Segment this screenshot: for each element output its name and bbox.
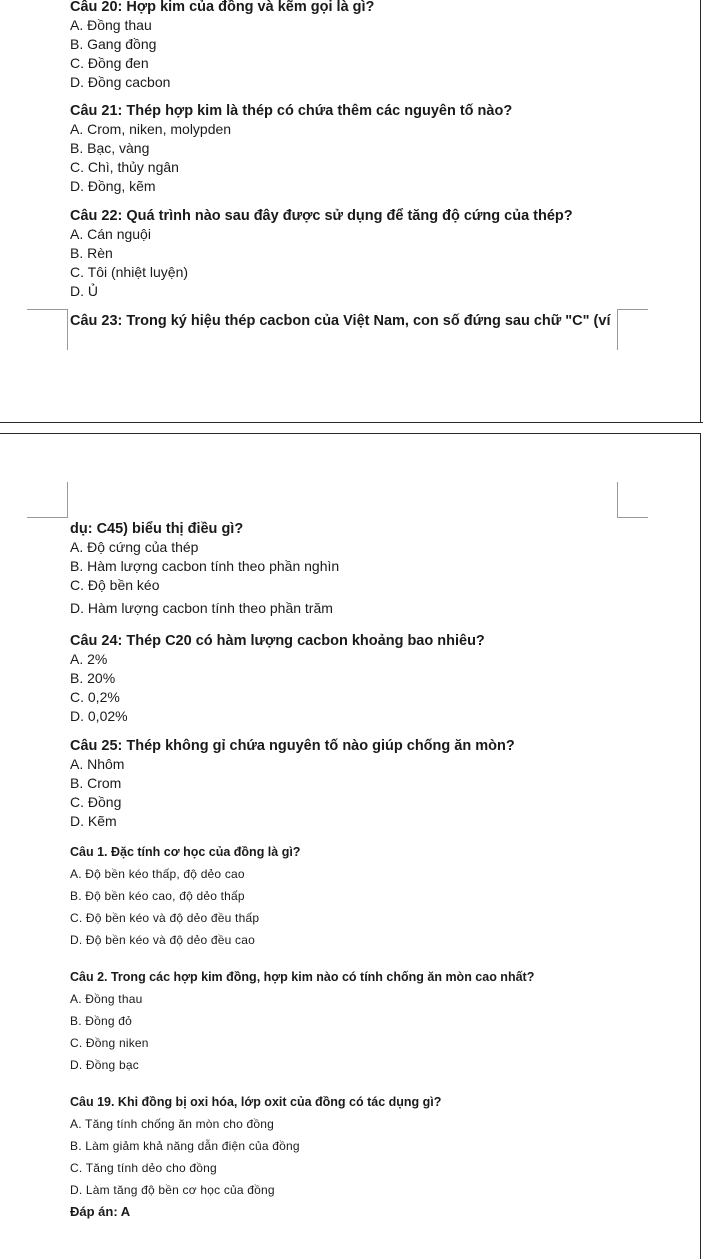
question-25 xyxy=(70,737,515,831)
option: D. Đồng, kẽm xyxy=(70,178,156,194)
option: D. Hàm lượng cacbon tính theo phần trăm xyxy=(70,600,333,616)
option: A. Cán nguội xyxy=(70,226,151,242)
option: C. Đồng niken xyxy=(70,1036,149,1050)
option: B. Crom xyxy=(70,775,122,791)
option: D. Kẽm xyxy=(70,813,117,829)
option: A. Đồng thau xyxy=(70,17,152,33)
option: C. 0,2% xyxy=(70,689,120,705)
option: A. Crom, niken, molypden xyxy=(70,121,232,137)
option: D. Độ bền kéo và độ dẻo đều cao xyxy=(70,933,255,947)
option: D. Ủ xyxy=(70,283,98,299)
option: B. Làm giảm khả năng dẫn điện của đồng xyxy=(70,1139,300,1153)
question-text: Câu 25: Thép không gỉ chứa nguyên tố nào giúp chống ăn mòn? xyxy=(70,738,515,754)
option: B. Đồng đỏ xyxy=(70,1014,133,1028)
answer-text: Đáp án: A xyxy=(70,1204,131,1219)
option: D. Đồng cacbon xyxy=(70,74,171,90)
question-text: Câu 1. Đặc tính cơ học của đồng là gì? xyxy=(70,845,301,859)
question-text: Câu 23: Trong ký hiệu thép cacbon của Việt Nam, con số đứng sau chữ "C" (ví xyxy=(70,313,611,329)
option: C. Độ bền kéo xyxy=(70,577,160,593)
option: B. Độ bền kéo cao, độ dẻo thấp xyxy=(70,889,245,903)
option: C. Độ bền kéo và độ dẻo đều thấp xyxy=(70,911,260,925)
option: C. Chì, thủy ngân xyxy=(70,159,179,175)
option: B. Gang đồng xyxy=(70,36,157,52)
option: B. Hàm lượng cacbon tính theo phần nghìn xyxy=(70,558,340,574)
option: A. Độ bền kéo thấp, độ dẻo cao xyxy=(70,867,245,881)
question-text: Câu 22: Quá trình nào sau đây được sử dụng để tăng độ cứng của thép? xyxy=(70,208,573,224)
option: D. Làm tăng độ bền cơ học của đồng xyxy=(70,1183,275,1197)
option: A. Độ cứng của thép xyxy=(70,539,199,555)
question-24 xyxy=(70,632,485,726)
question-text: Câu 20: Hợp kim của đồng và kẽm gọi là gì? xyxy=(70,0,375,15)
option: B. Bạc, vàng xyxy=(70,140,150,156)
margin-corner-mark xyxy=(27,482,68,518)
margin-corner-mark xyxy=(27,309,68,350)
option: A. Tăng tính chống ăn mòn cho đồng xyxy=(70,1117,275,1131)
option: D. 0,02% xyxy=(70,708,128,724)
option: C. Tăng tính dẻo cho đồng xyxy=(70,1161,217,1175)
option: C. Đồng xyxy=(70,794,122,810)
option: C. Tôi (nhiệt luyện) xyxy=(70,264,189,280)
question-23-continued xyxy=(70,520,339,618)
question-c1 xyxy=(70,844,300,948)
question-22 xyxy=(70,207,573,301)
option: A. Nhôm xyxy=(70,756,125,772)
question-23-start xyxy=(70,312,610,330)
option: A. Đồng thau xyxy=(70,992,143,1006)
option: B. Rèn xyxy=(70,245,113,261)
question-20 xyxy=(70,0,374,92)
question-text: Câu 2. Trong các hợp kim đồng, hợp kim nào có tính chống ăn mòn cao nhất? xyxy=(70,970,535,984)
question-c2 xyxy=(70,969,534,1073)
question-text: dụ: C45) biểu thị điều gì? xyxy=(70,521,244,537)
document-page-1 xyxy=(0,0,701,422)
option: B. 20% xyxy=(70,670,116,686)
question-21 xyxy=(70,102,512,196)
option: A. 2% xyxy=(70,651,108,667)
option: C. Đồng đen xyxy=(70,55,149,71)
margin-corner-mark xyxy=(617,482,648,518)
question-text: Câu 24: Thép C20 có hàm lượng cacbon khoảng bao nhiêu? xyxy=(70,633,485,649)
question-text: Câu 21: Thép hợp kim là thép có chứa thêm các nguyên tố nào? xyxy=(70,103,513,119)
margin-corner-mark xyxy=(617,309,648,350)
document-page-2 xyxy=(0,433,701,1259)
question-text: Câu 19. Khi đồng bị oxi hóa, lớp oxit của đồng có tác dụng gì? xyxy=(70,1095,442,1109)
option: D. Đồng bạc xyxy=(70,1058,139,1072)
question-c19 xyxy=(70,1094,441,1220)
